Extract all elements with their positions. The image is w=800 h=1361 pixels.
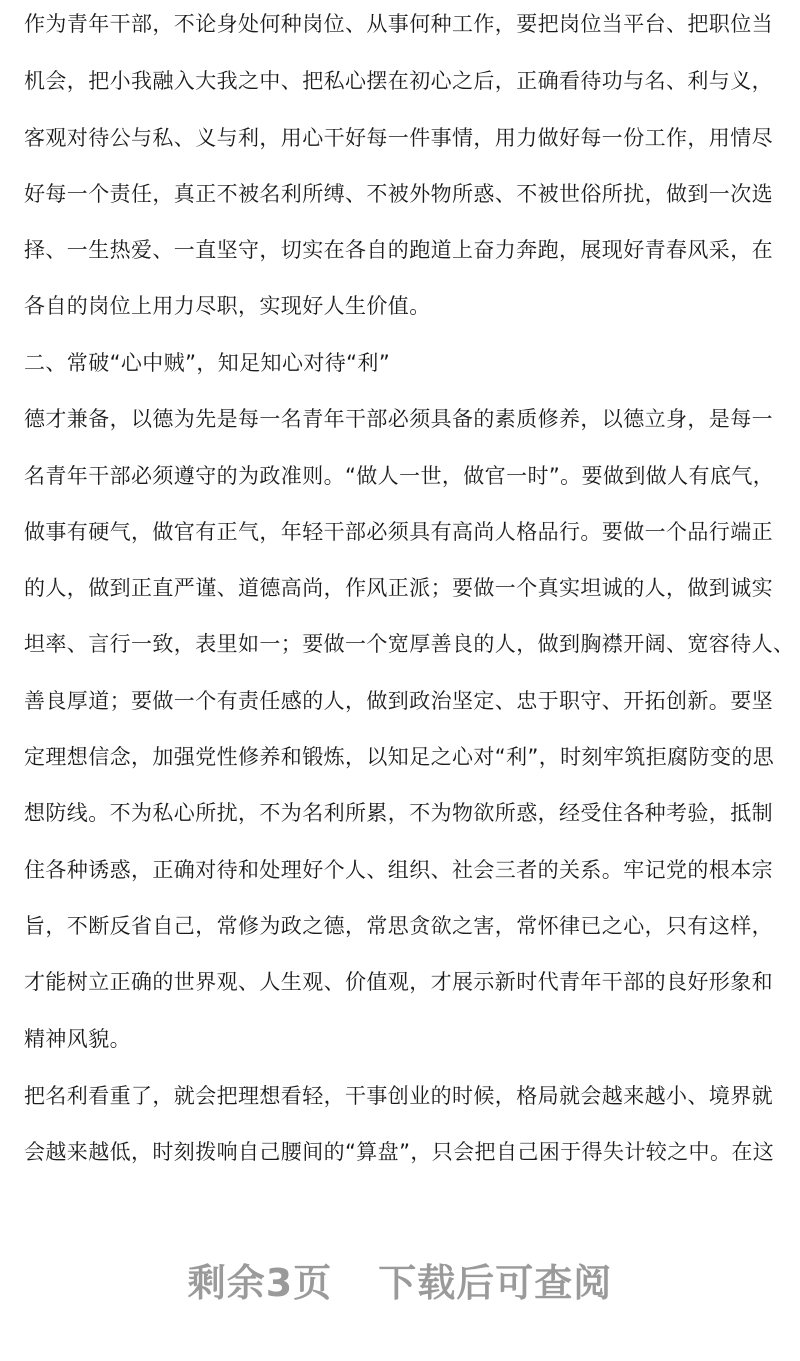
- text-line: 旨，不断反省自己，常修为政之德，常思贪欲之害，常怀律已之心，只有这样，: [24, 914, 773, 938]
- text-line: 把名利看重了，就会把理想看轻，干事创业的时候，格局就会越来越小、境界就: [24, 1084, 773, 1108]
- text-line: 客观对待公与私、义与利，用心干好每一件事情，用力做好每一份工作，用情尽: [24, 126, 773, 150]
- text-line: 善良厚道；要做一个有责任感的人，做到政治坚定、忠于职守、开拓创新。要坚: [24, 689, 773, 713]
- remaining-pages-label: 剩余3页: [187, 1261, 333, 1305]
- download-prompt[interactable]: [0, 1252, 800, 1307]
- text-line: 会越来越低，时刻拨响自己腰间的“算盘”，只会把自己困于得失计较之中。在这: [24, 1140, 775, 1164]
- text-line: 好每一个责任，真正不被名利所缚、不被外物所惑、不被世俗所扰，做到一次选: [24, 182, 773, 206]
- text-line: 机会，把小我融入大我之中、把私心摆在初心之后，正确看待功与名、利与义，: [24, 69, 773, 93]
- text-line: 德才兼备，以德为先是每一名青年干部必须具备的素质修养，以德立身，是每一: [24, 407, 773, 431]
- text-line: 做事有硬气，做官有正气，年轻干部必须具有高尚人格品行。要做一个品行端正: [24, 520, 773, 544]
- text-line: 精神风貌。: [24, 1027, 131, 1051]
- text-line: 定理想信念，加强党性修养和锻炼，以知足之心对“利”，时刻牢筑拒腐防变的思: [24, 745, 775, 769]
- text-line: 名青年干部必须遵守的为政准则。“做人一世，做官一时”。要做到做人有底气，: [24, 464, 775, 488]
- section-heading: 二、常破“心中贼”，知足知心对待“利”: [24, 351, 391, 375]
- text-line: 作为青年干部，不论身处何种岗位、从事何种工作，要把岗位当平台、把职位当: [24, 12, 773, 36]
- text-line: 各自的岗位上用力尽职，实现好人生价值。: [24, 294, 431, 318]
- text-line: 择、一生热爱、一直坚守，切实在各自的跑道上奋力奔跑，展现好青春风采，在: [24, 238, 773, 262]
- text-line: 住各种诱惑，正确对待和处理好个人、组织、社会三者的关系。牢记党的根本宗: [24, 858, 773, 882]
- text-line: 想防线。不为私心所扰，不为名利所累，不为物欲所惑，经受住各种考验，抵制: [24, 801, 773, 825]
- text-line: 的人，做到正直严谨、道德高尚，作风正派；要做一个真实坦诚的人，做到诚实: [24, 576, 773, 600]
- download-label: 下载后可查阅: [378, 1261, 613, 1305]
- text-line: 坦率、言行一致，表里如一；要做一个宽厚善良的人，做到胸襟开阔、宽容待人、: [24, 632, 795, 656]
- text-line: 才能树立正确的世界观、人生观、价值观，才展示新时代青年干部的良好形象和: [24, 970, 773, 994]
